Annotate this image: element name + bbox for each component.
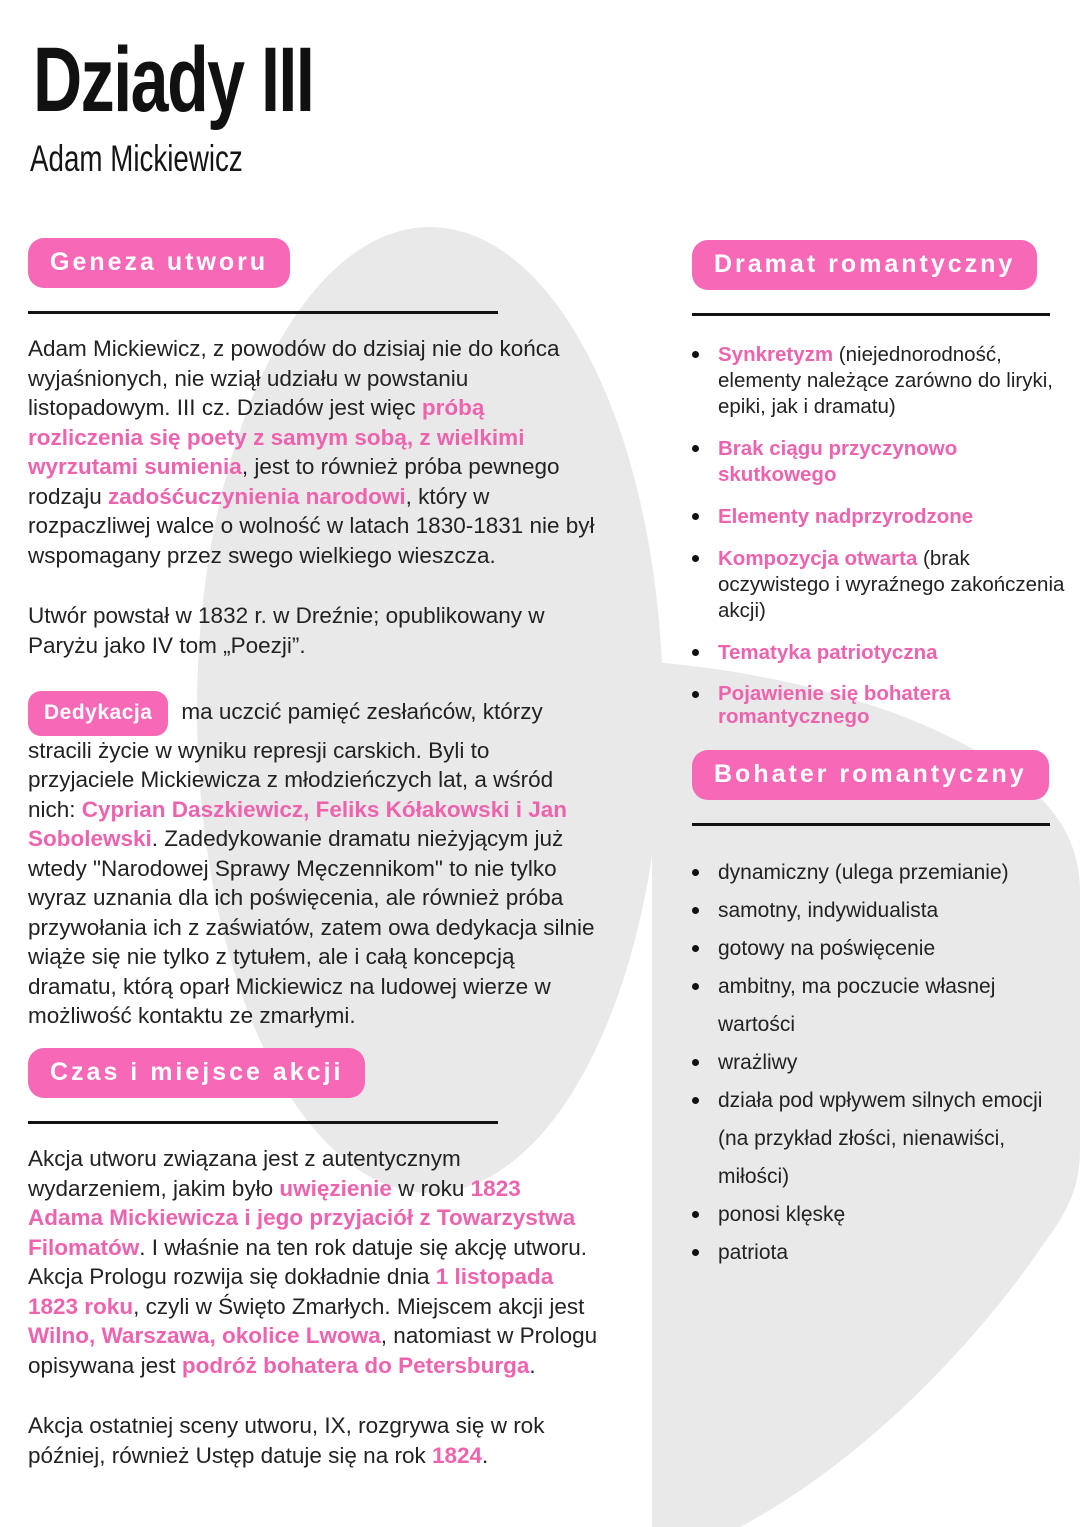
section-czas-i-miejsce-akcji	[28, 1048, 600, 1470]
text-segment: Akcja utworu związana jest z autentycznym wydarzeniem, jakim było	[28, 1146, 461, 1201]
highlighted-text: zadośćuczynienia narodowi	[108, 483, 406, 509]
highlighted-text: 1823 Adama Mickiewicza i jego przyjaciół z Towarzystwa Filomatów	[28, 1175, 576, 1260]
section-heading-badge: Czas i miejsce akcji	[28, 1048, 365, 1098]
bullet-text: ponosi klęskę	[718, 1203, 846, 1226]
bullet-text: działa pod wpływem silnych emocji (na przykład złości, nienawiści, miłości)	[718, 1089, 1043, 1188]
section-bohater-romantyczny	[692, 750, 1074, 1272]
bullet-item	[718, 1234, 1074, 1272]
text-segment: ma uczcić pamięć zesłańców, którzy stracili życie w wyniku represji carskich. Byli to przyjaciele Mickiewicza z młodzieńczych lat, a wśród nich:	[28, 699, 554, 822]
section-divider	[28, 311, 498, 314]
bullet-item	[718, 968, 1074, 1044]
bullet-item	[718, 1082, 1074, 1196]
highlighted-text: Wilno, Warszawa, okolice Lwowa	[28, 1323, 381, 1348]
bullet-item	[718, 504, 1074, 530]
section-heading-badge: Bohater romantyczny	[692, 750, 1049, 800]
text-segment: . I właśnie na ten rok datuje się akcję utworu. Akcja Prologu rozwija się dokładnie dnia	[28, 1234, 587, 1289]
paragraph	[28, 601, 600, 660]
bullet-item	[718, 682, 1074, 728]
highlighted-text: Cyprian Daszkiewicz, Feliks Kółakowski i Jan Sobolewski	[28, 796, 567, 851]
bullet-list	[718, 342, 1074, 728]
bullet-text: gotowy na poświęcenie	[718, 937, 936, 960]
text-segment: . Zadedykowanie dramatu nieżyjącym już wtedy "Narodowej Sprawy Męczennikom" to nie tylko wyraz uznania dla ich poświęcenia, ale również próba przywołania ich z zaświatów, zatem owa dedykacja silnie wiąże się nie tylko z tytułem, ale i całą koncepcją dramatu, którą oparł Mickiewicz na ludowej wierze w możliwość kontaktu ze zmarłymi.	[28, 826, 595, 1028]
text-segment: , czyli w Święto Zmarłych. Miejscem akcji jest	[133, 1293, 585, 1319]
text-segment: .	[482, 1442, 489, 1468]
text-segment: Utwór powstał w 1832 r. w Dreźnie; opublikowany w Paryżu jako IV tom „Poezji”.	[28, 603, 545, 658]
paragraph	[28, 1411, 600, 1470]
bullet-list	[718, 854, 1074, 1272]
highlighted-text: 1 listopada 1823 roku	[28, 1264, 554, 1319]
bullet-text: wrażliwy	[718, 1051, 798, 1074]
highlighted-text: 1824	[431, 1442, 483, 1468]
section-divider	[28, 1121, 498, 1124]
text-segment: w roku	[391, 1175, 471, 1201]
bullet-text: patriota	[718, 1241, 789, 1264]
page-title: Dziady III	[33, 29, 314, 131]
bullet-term: Kompozycja otwarta	[718, 547, 918, 570]
bullet-item	[718, 930, 1074, 968]
bullet-term: Pojawienie się bohatera romantycznego	[718, 682, 951, 728]
paragraph	[28, 1144, 600, 1380]
bullet-item	[718, 892, 1074, 930]
bullet-item	[718, 436, 1074, 488]
bullet-text: (brak oczywistego i wyraźnego zakończenia akcji)	[718, 547, 1065, 622]
section-dramat-romantyczny	[692, 240, 1074, 744]
text-segment: , który w rozpaczliwej walce o wolność w latach 1830-1831 nie był wspomagany przez swego wielkiego wieszcza.	[28, 483, 595, 568]
paragraph-dedykacja	[28, 691, 600, 1031]
bullet-term: Brak ciągu przyczynowo skutkowego	[718, 437, 958, 486]
highlighted-text: próbą rozliczenia się poety z samym sobą, z wielkimi wyrzutami sumienia	[28, 395, 525, 479]
bullet-item	[718, 854, 1074, 892]
bullet-term: Synkretyzm	[718, 343, 834, 366]
text-segment: , jest to również próba pewnego rodzaju	[28, 454, 560, 509]
highlighted-text: podróż bohatera do Petersburga	[181, 1352, 530, 1378]
section-divider	[692, 823, 1050, 826]
section-heading-badge: Geneza utworu	[28, 238, 290, 288]
text-segment: .	[529, 1352, 536, 1378]
bullet-text: ambitny, ma poczucie własnej wartości	[718, 975, 996, 1036]
text-segment: Adam Mickiewicz, z powodów do dzisiaj nie do końca wyjaśnionych, nie wziął udziału w powstaniu listopadowym. III cz. Dziadów jest więc	[28, 336, 560, 420]
bullet-term: Elementy nadprzyrodzone	[718, 505, 974, 528]
bullet-item	[718, 640, 1074, 666]
bullet-item	[718, 1044, 1074, 1082]
bullet-text: (niejednorodność, elementy należące zarówno do liryki, epiki, jak i dramatu)	[718, 343, 1053, 418]
bullet-text: dynamiczny (ulega przemianie)	[718, 861, 1009, 884]
text-segment: Akcja ostatniej sceny utworu, IX, rozgrywa się w rok później, również Ustęp datuje się na rok	[28, 1413, 545, 1468]
bullet-item	[718, 546, 1074, 624]
dedykacja-badge: Dedykacja	[28, 691, 168, 736]
paragraph	[28, 334, 600, 570]
bullet-text: samotny, indywidualista	[718, 899, 939, 922]
bullet-item	[718, 1196, 1074, 1234]
section-heading-badge: Dramat romantyczny	[692, 240, 1037, 290]
section-geneza-utworu	[28, 238, 600, 1031]
page-subtitle: Adam Mickiewicz	[30, 138, 243, 179]
text-segment: , natomiast w Prologu opisywana jest	[28, 1323, 598, 1378]
bullet-term: Tematyka patriotyczna	[718, 641, 938, 664]
bullet-item	[718, 342, 1074, 420]
paragraph-text	[28, 699, 595, 1028]
section-divider	[692, 313, 1050, 316]
highlighted-text: uwięzienie	[279, 1175, 392, 1201]
